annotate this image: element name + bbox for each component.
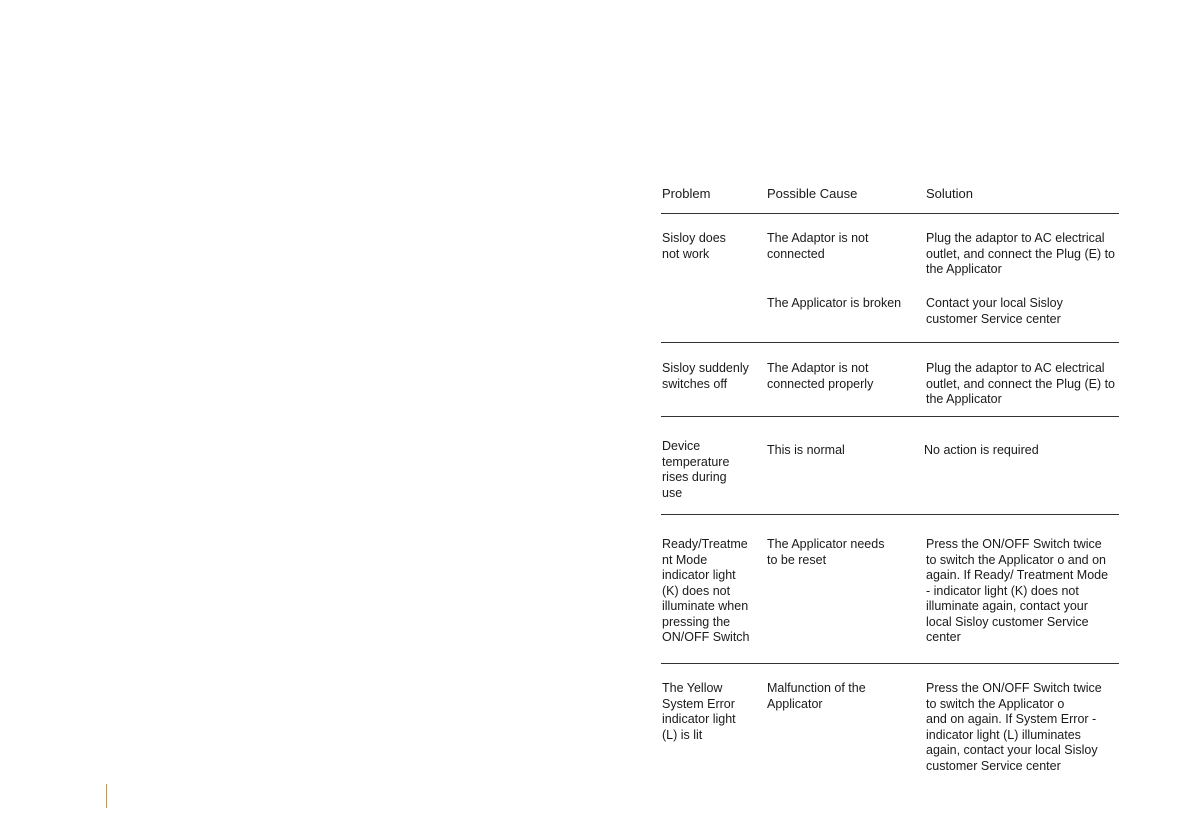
troubleshooting-table bbox=[661, 186, 1119, 784]
cause-cell: The Applicator is broken bbox=[767, 296, 902, 310]
problem-cell: Ready/Treatme nt Mode indicator light (K) does not illuminate when pressing the ON/OFF Switch bbox=[662, 537, 750, 644]
table-row bbox=[661, 664, 1119, 784]
table-row bbox=[661, 417, 1119, 515]
table-header bbox=[661, 186, 1119, 214]
header-possible-cause: Possible Cause bbox=[767, 186, 858, 201]
cause-cell: The Adaptor is not connected bbox=[767, 231, 869, 261]
problem-cell: The Yellow System Error indicator light (L) is lit bbox=[662, 681, 736, 742]
problem-cell: Device temperature rises during use bbox=[662, 439, 730, 500]
solution-cell: Press the ON/OFF Switch twice to switch the Applicator o and on again. If Ready/ Treatment Mode - indicator light (K) does not illuminate again, contact your local Sisloy customer Service center bbox=[926, 537, 1109, 644]
table-row bbox=[661, 343, 1119, 417]
cause-cell: Malfunction of the Applicator bbox=[767, 681, 866, 711]
cause-cell: The Adaptor is not connected properly bbox=[767, 361, 874, 391]
problem-cell: Sisloy does not work bbox=[662, 231, 726, 261]
cause-cell: This is normal bbox=[767, 443, 845, 457]
solution-cell: No action is required bbox=[924, 443, 1039, 457]
table-row bbox=[661, 515, 1119, 664]
header-problem: Problem bbox=[662, 186, 711, 201]
table-row bbox=[661, 214, 1119, 343]
solution-cell: Plug the adaptor to AC electrical outlet, and connect the Plug (E) to the Applicator bbox=[926, 361, 1116, 406]
page-margin-marker bbox=[106, 784, 107, 808]
problem-cell: Sisloy suddenly switches off bbox=[662, 361, 749, 391]
solution-cell: Press the ON/OFF Switch twice to switch the Applicator o and on again. If System Error - indicator light (L) illuminates again, contact your local Sisloy customer Service center bbox=[926, 681, 1102, 773]
solution-cell: Contact your local Sisloy customer Service center bbox=[926, 296, 1063, 326]
header-solution: Solution bbox=[926, 186, 973, 201]
solution-cell: Plug the adaptor to AC electrical outlet, and connect the Plug (E) to the Applicator bbox=[926, 231, 1116, 276]
cause-cell: The Applicator needs to be reset bbox=[767, 537, 885, 567]
